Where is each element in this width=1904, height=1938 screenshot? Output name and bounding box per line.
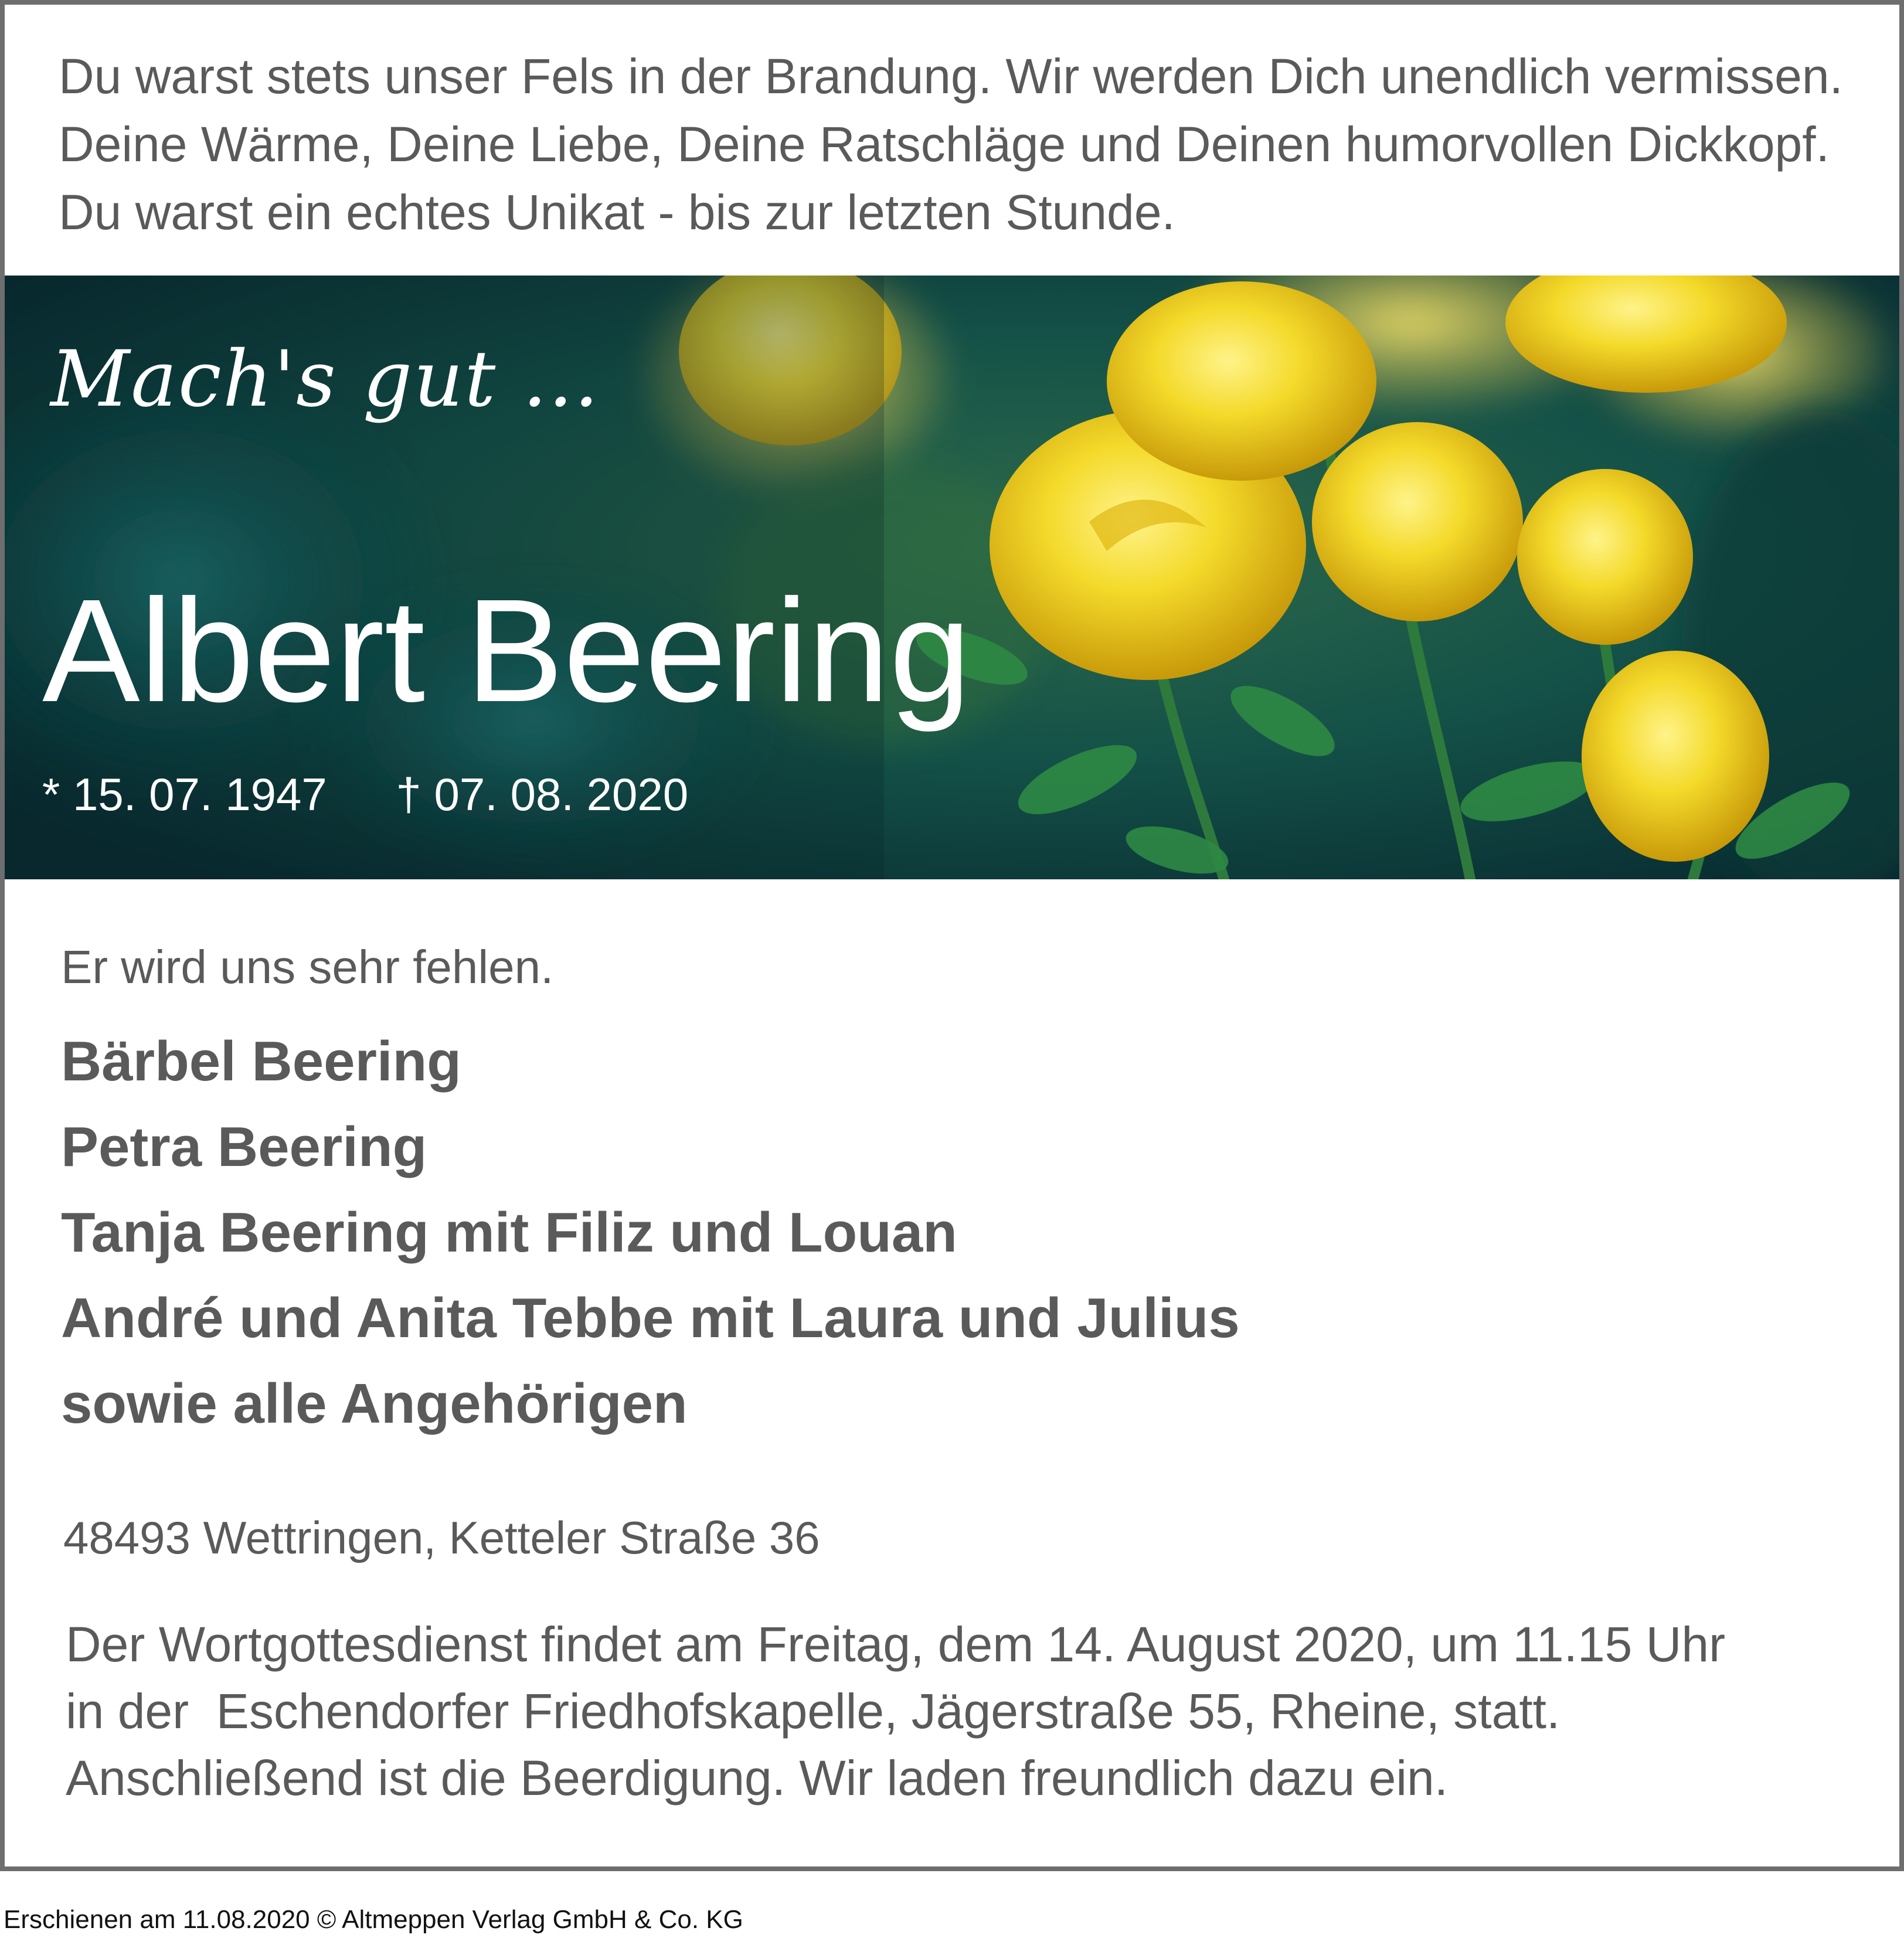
deceased-name: Albert Beering: [42, 569, 971, 732]
intro-line: Deine Wärme, Deine Liebe, Deine Ratschläge und Deinen humorvollen Dickkopf.: [59, 117, 1830, 172]
death-date: † 07. 08. 2020: [396, 769, 689, 820]
mourner-name: Tanja Beering mit Filiz und Louan: [61, 1201, 957, 1264]
family-address: 48493 Wettringen, Ketteler Straße 36: [63, 1512, 820, 1563]
intro-text: [59, 42, 1864, 246]
publication-footer: Erschienen am 11.08.2020 © Altmeppen Verlag GmbH & Co. KG: [4, 1905, 743, 1934]
service-line: in der Eschendorfer Friedhofskapelle, Jägerstraße 55, Rheine, statt.: [66, 1684, 1560, 1739]
mourners-list: [61, 1019, 1240, 1447]
mourner-name: Petra Beering: [61, 1116, 427, 1178]
mourner-name: sowie alle Angehörigen: [61, 1372, 688, 1435]
service-line: Der Wortgottesdienst findet am Freitag, dem 14. August 2020, um 11.15 Uhr: [66, 1617, 1726, 1672]
service-info: [66, 1611, 1725, 1811]
mourner-name: André und Anita Tebbe mit Laura und Julius: [61, 1287, 1240, 1349]
service-line: Anschließend ist die Beerdigung. Wir laden freundlich dazu ein.: [66, 1750, 1449, 1806]
life-dates: [42, 768, 688, 821]
intro-line: Du warst ein echtes Unikat - bis zur letzten Stunde.: [59, 185, 1175, 240]
birth-date: * 15. 07. 1947: [42, 769, 327, 820]
tagline: Er wird uns sehr fehlen.: [61, 941, 554, 993]
farewell-script: Mach's gut ...: [50, 334, 600, 424]
intro-line: Du warst stets unser Fels in der Brandung. Wir werden Dich unendlich vermissen.: [59, 49, 1843, 104]
mourner-name: Bärbel Beering: [61, 1030, 461, 1093]
